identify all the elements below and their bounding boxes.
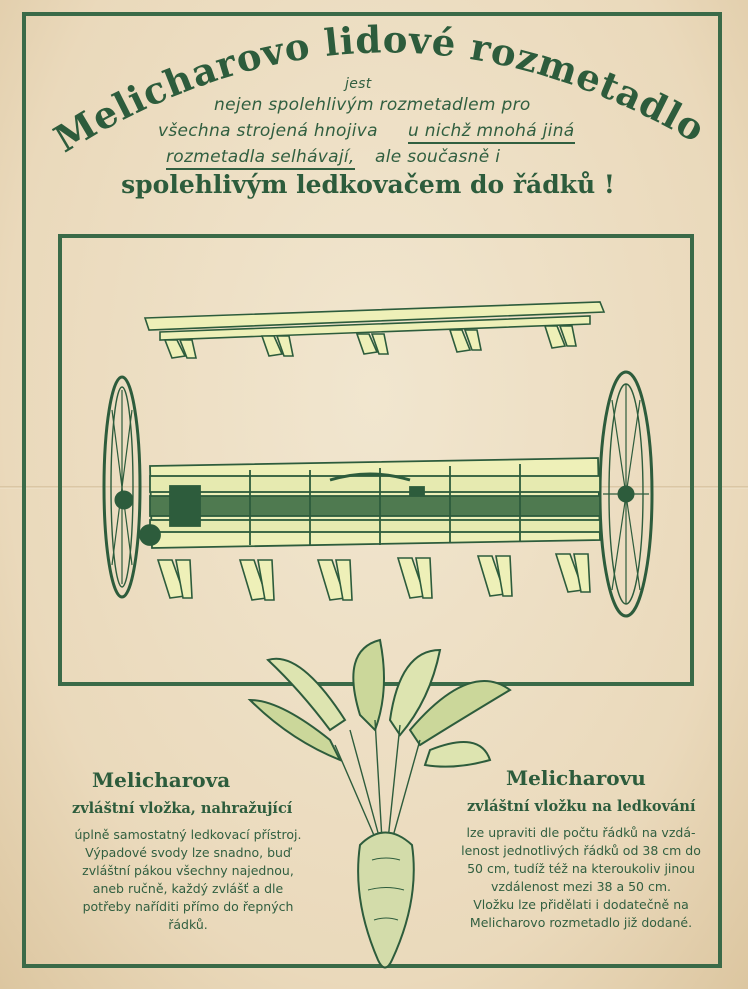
right-body-line: lenost jednotlivých řádků od 38 cm do <box>461 843 701 858</box>
right-body-line: vzdálenost mezi 38 a 50 cm. <box>491 879 671 894</box>
right-wheel <box>600 372 652 616</box>
line-jest: jest <box>345 76 372 92</box>
left-body <box>58 826 318 934</box>
left-title: Melicharova <box>92 768 231 792</box>
left-wheel <box>104 377 140 597</box>
right-body-line: lze upraviti dle počtu řádků na vzdá- <box>466 825 696 840</box>
left-body-line: Výpadové svody lze snadno, buď <box>85 845 291 860</box>
left-body-line: zvláštní pákou všechny najednou, <box>82 863 294 878</box>
top-attachment-bar <box>145 302 604 358</box>
left-subtitle: zvláštní vložka, nahražující <box>72 800 293 817</box>
right-body-line: 50 cm, tudíž též na kteroukoliv jinou <box>467 861 695 876</box>
right-body-line: Vložku lze přidělati i dodatečně na <box>473 897 689 912</box>
right-title: Melicharovu <box>506 766 646 790</box>
subheadline: spolehlivým ledkovačem do řádků ! <box>121 170 615 199</box>
hopper-body <box>140 458 600 548</box>
main-title: Melicharovo lidové rozmetadlo <box>46 17 714 162</box>
left-body-line: úplně samostatný ledkovací přístroj. <box>74 827 302 842</box>
lower-spouts <box>158 554 590 600</box>
line-1: nejen spolehlivým rozmetadlem pro <box>214 95 531 115</box>
line-3b: ale současně i <box>375 147 501 167</box>
left-body-line: aneb ručně, každý zvlášť a dle <box>92 881 284 896</box>
right-body-line: Melicharovo rozmetadlo již dodané. <box>469 915 693 930</box>
left-body-line: řádků. <box>168 917 208 932</box>
line-2a: všechna strojená hnojiva <box>158 121 378 141</box>
line-3a: rozmetadla selhávají, <box>166 147 355 170</box>
line-2b: u nichž mnohá jiná <box>408 121 575 144</box>
left-body-line: potřeby naříditi přímo do řepných <box>82 899 294 914</box>
right-subtitle: zvláštní vložku na ledkování <box>467 798 696 815</box>
right-body <box>450 824 712 932</box>
